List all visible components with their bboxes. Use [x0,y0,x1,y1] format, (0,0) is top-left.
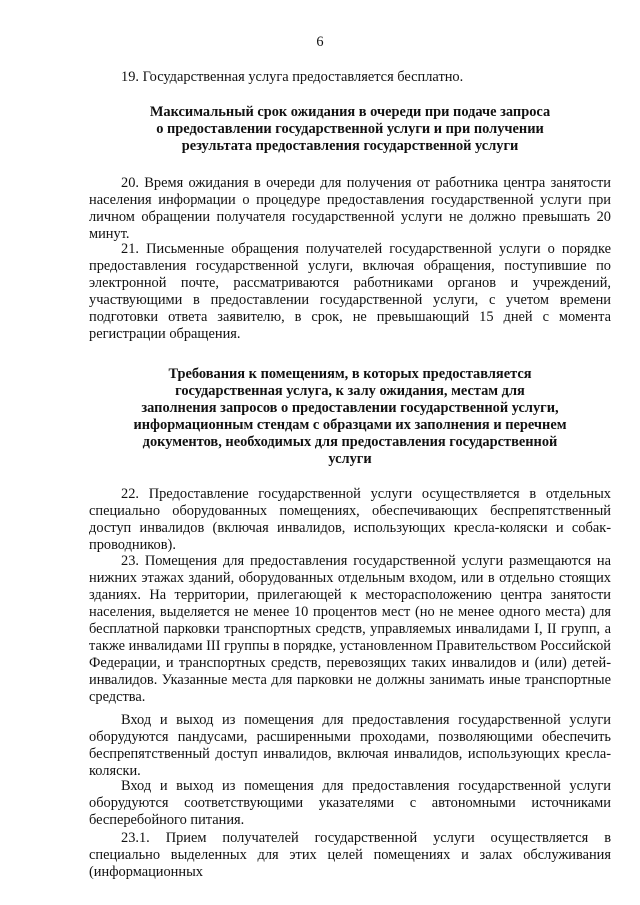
heading-line: результата предоставления государственной услуги [181,138,519,154]
heading-line: Максимальный срок ожидания в очереди при подаче запроса [149,104,551,120]
heading-line: документов, необходимых для предоставления государственной [142,434,558,450]
heading-line: информационным стендам с образцами их заполнения и перечнем [133,417,567,433]
paragraph-19: 19. Государственная услуга предоставляется бесплатно. [121,69,464,85]
heading-line: государственная услуга, к залу ожидания, местам для [175,383,525,399]
paragraph-entry-ramps: Вход и выход из помещения для предоставления государственной услуги оборудуются пандусами, расширенными проходами, позволяющими обеспечить беспрепятственный доступ инвалидов, включая инвалидов, использующих кресла-коляски. [89,712,611,779]
paragraph-entry-signs: Вход и выход из помещения для предоставления государственной услуги оборудуются соответствующими указателями с автономными источниками бесперебойного питания. [89,778,611,828]
section-heading-premises-requirements [89,366,611,468]
heading-line: услуги [328,451,372,467]
paragraph-22: 22. Предоставление государственной услуги осуществляется в отдельных специально оборудованных помещениях, обеспечивающих беспрепятственный доступ инвалидов (включая инвалидов, использующих кресла-коляски и собак-проводников). [89,486,611,553]
heading-line: заполнения запросов о предоставлении государственной услуги, [141,400,559,416]
section-heading-waiting-time [89,104,611,155]
page-number: 6 [316,34,324,50]
paragraph-20: 20. Время ожидания в очереди для получения от работника центра занятости населения информации о процедуре предоставления государственной услуги при личном обращении получателя государственной услуги не должно превышать 20 минут. [89,175,611,242]
paragraph-23-1: 23.1. Прием получателей государственной услуги осуществляется в специально выделенных для этих целей помещениях и залах обслуживания (информационных [89,830,611,880]
paragraph-23: 23. Помещения для предоставления государственной услуги размещаются на нижних этажах зданий, оборудованных отдельным входом, или в отдельно стоящих зданиях. На территории, прилегающей к месторасположению центра занятости населения, выделяется не менее 10 процентов мест (но не менее одного места) для бесплатной парковки транспортных средств, управляемых инвалидами I, II групп, а также инвалидами III группы в порядке, установленном Правительством Российской Федерации, и транспортных средств, перевозящих таких инвалидов и (или) детей-инвалидов. Указанные места для парковки не должны занимать иные транспортные средства. [89,553,611,705]
heading-line: о предоставлении государственной услуги и при получении [156,121,544,137]
paragraph-21: 21. Письменные обращения получателей государственной услуги о порядке предоставления государственной услуги, включая обращения, поступившие по электронной почте, рассматриваются работниками органов и учреждений, участвующими в предоставлении государственной услуги, с учетом времени подготовки ответа заявителю, в срок, не превышающий 15 дней с момента регистрации обращения. [89,241,611,342]
heading-line: Требования к помещениям, в которых предоставляется [168,366,532,382]
